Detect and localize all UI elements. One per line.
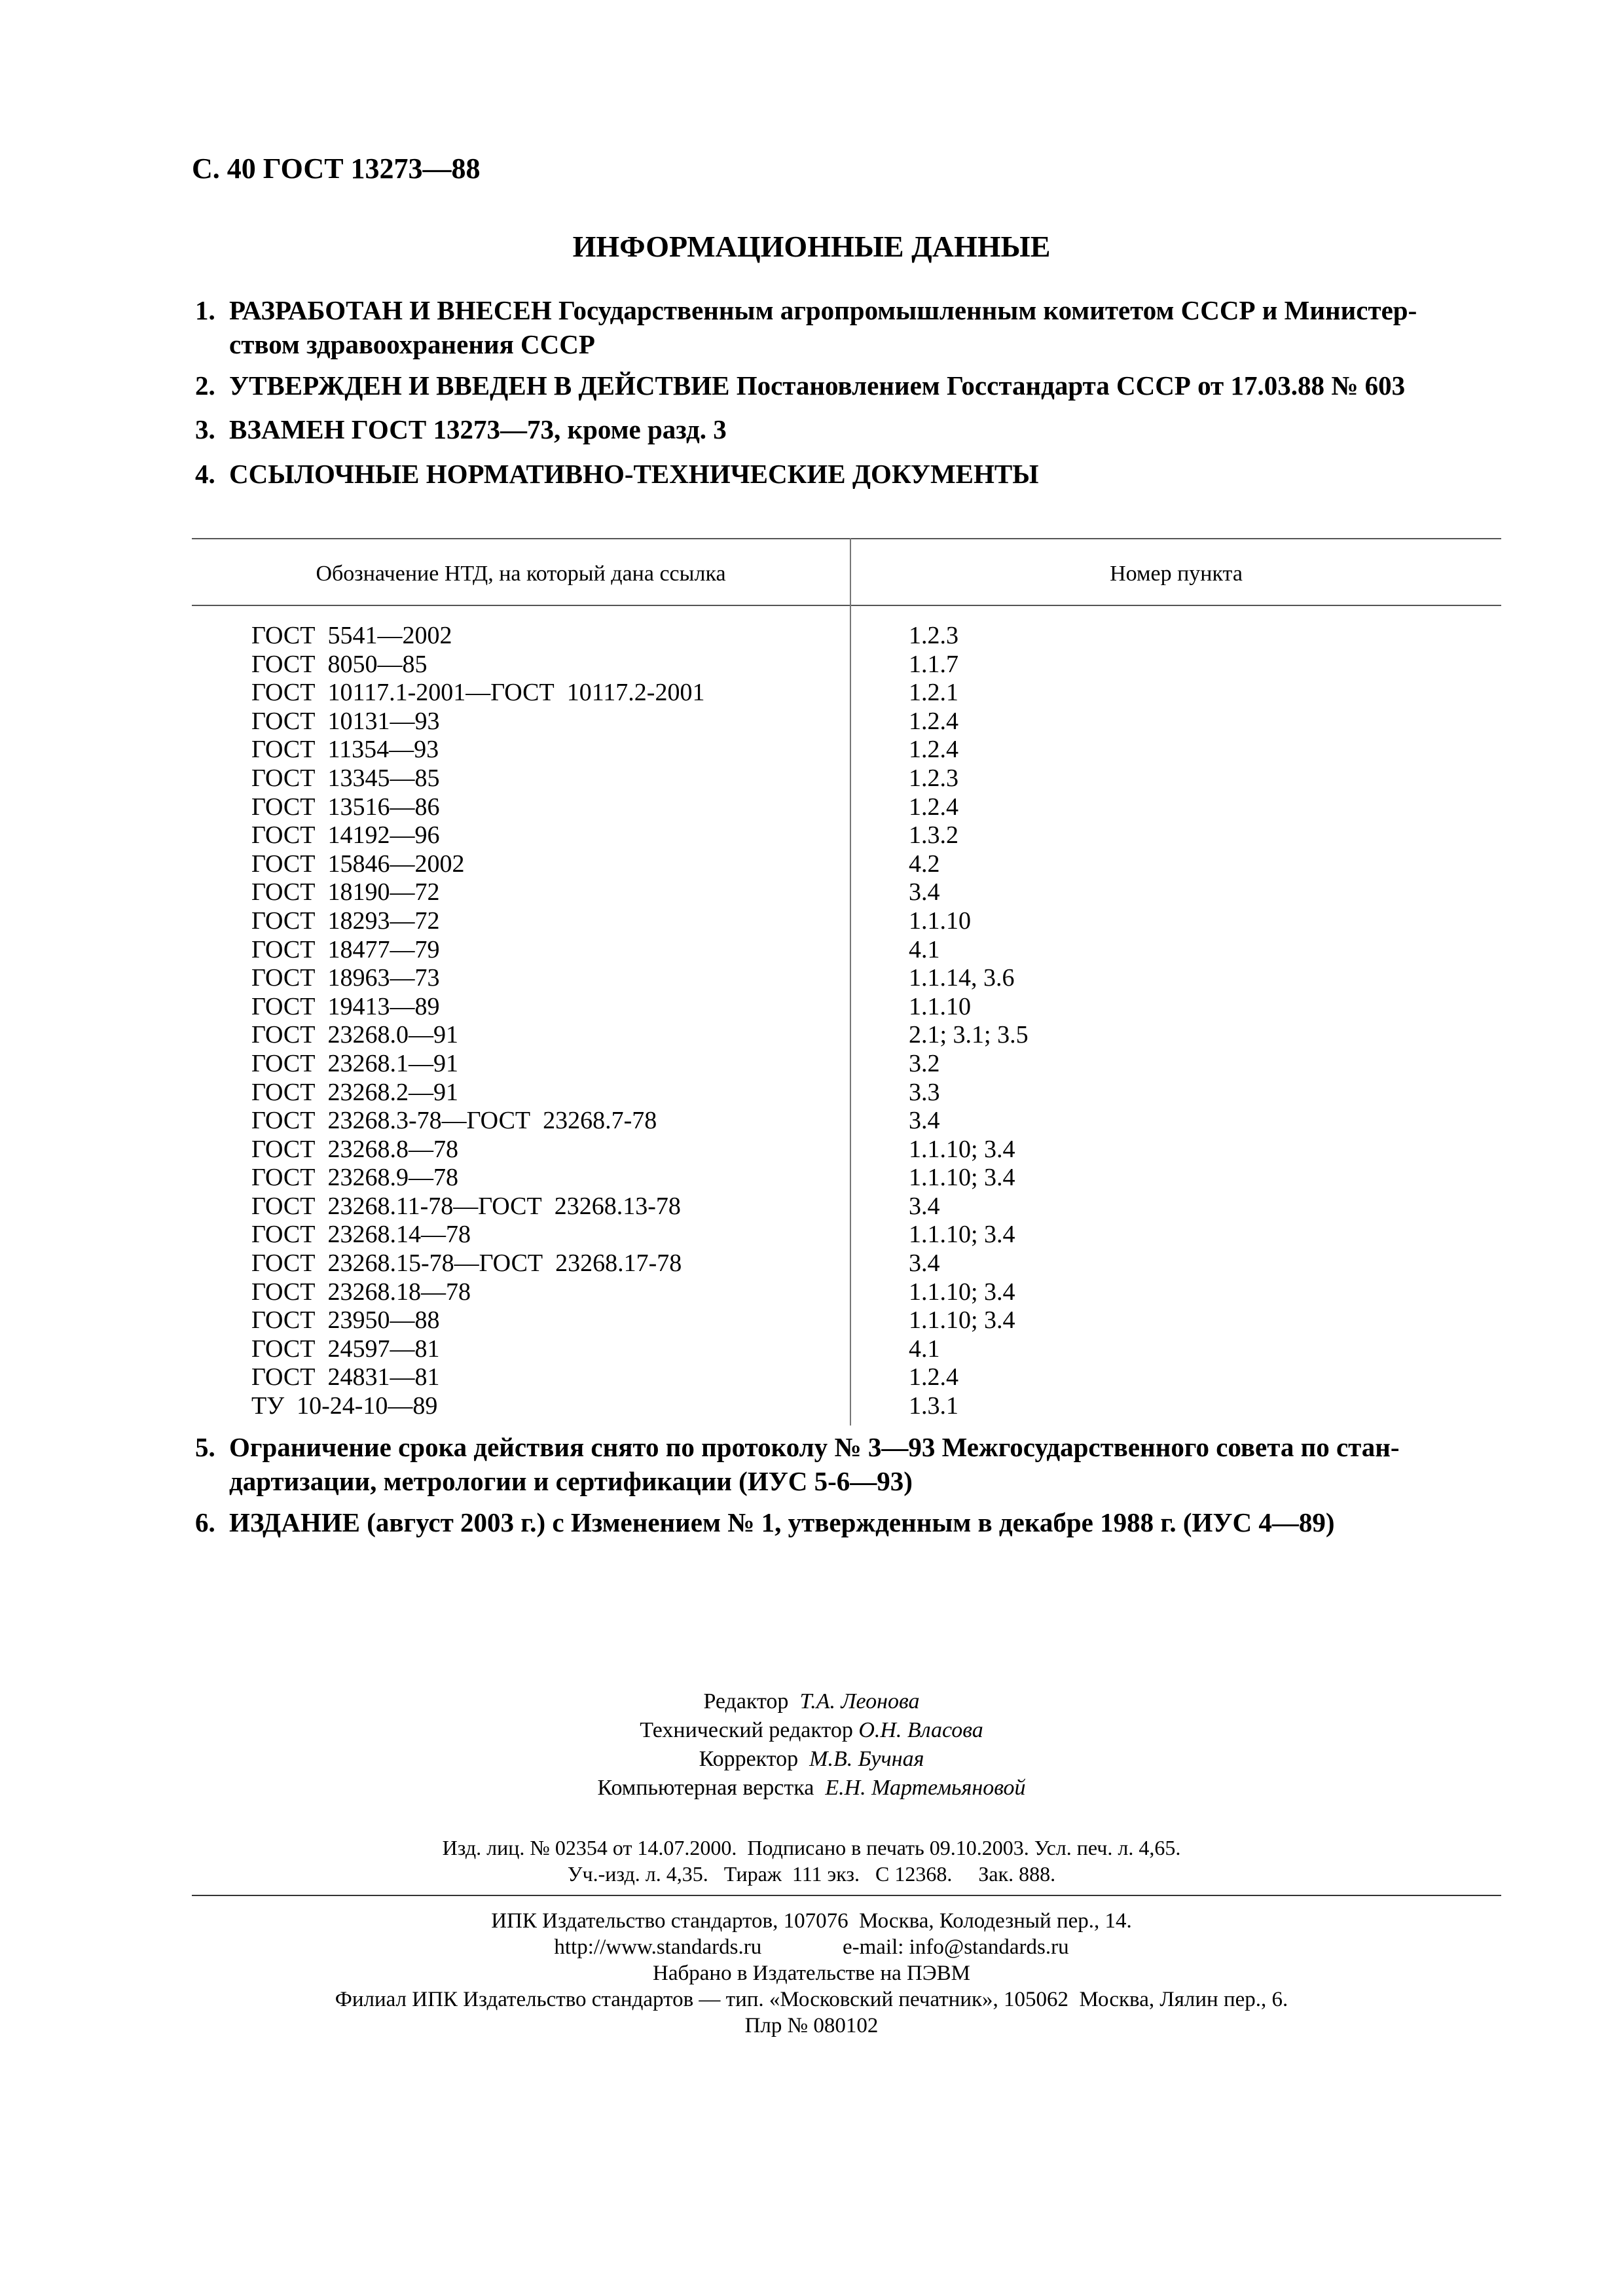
table-cell-clause: 1.1.14, 3.6 — [909, 964, 1015, 992]
item-number: 4. — [195, 459, 215, 489]
table-cell-clause: 3.2 — [909, 1049, 940, 1077]
table-clause-column — [909, 622, 1029, 1421]
credit-role: Корректор — [699, 1747, 799, 1771]
table-cell-designation: ГОСТ 10131—93 — [251, 707, 440, 735]
page-header: С. 40 ГОСТ 13273—88 — [192, 152, 481, 185]
table-column-divider — [850, 538, 851, 1426]
table-cell-clause: 3.4 — [909, 1107, 940, 1135]
footer-line-5: Плр № 080102 — [744, 2014, 879, 2037]
item-lead: ИЗДАНИЕ — [229, 1507, 360, 1537]
table-cell-designation: ГОСТ 23268.1—91 — [251, 1049, 458, 1077]
table-cell-designation: ГОСТ 18477—79 — [251, 935, 440, 963]
table-cell-clause: 1.2.4 — [909, 736, 958, 764]
table-cell-designation: ГОСТ 19413—89 — [251, 992, 440, 1020]
table-cell-clause: 1.1.10; 3.4 — [909, 1306, 1015, 1335]
footer-rule — [192, 1895, 1501, 1896]
item-number: 3. — [195, 414, 215, 444]
item-lead: УТВЕРЖДЕН И ВВЕДЕН В ДЕЙСТВИЕ — [229, 370, 730, 401]
item-text: Государственным агропромышленным комитетом СССР и Министер- — [551, 295, 1417, 325]
footer-line-4: Филиал ИПК Издательство стандартов — тип. «Московский печатник», 105062 Москва, Лялин пер., 6. — [335, 1988, 1288, 2011]
item-text: Постановлением Госстандарта СССР от 17.03.88 № 603 — [729, 370, 1406, 401]
credit-editor — [0, 1687, 1623, 1716]
table-header-clause: Номер пункта — [1110, 562, 1243, 586]
table-cell-designation: ГОСТ 8050—85 — [251, 650, 428, 678]
item-lead: ССЫЛОЧНЫЕ НОРМАТИВНО-ТЕХНИЧЕСКИЕ ДОКУМЕНТЫ — [229, 459, 1039, 489]
table-cell-designation: ГОСТ 23268.0—91 — [251, 1021, 458, 1049]
table-cell-designation: ГОСТ 18963—73 — [251, 964, 440, 992]
page-title: ИНФОРМАЦИОННЫЕ ДАННЫЕ — [572, 230, 1051, 263]
table-cell-clause: 1.2.3 — [909, 622, 958, 649]
table-cell-clause: 1.1.10 — [909, 992, 971, 1020]
table-cell-designation: ГОСТ 23950—88 — [251, 1306, 440, 1335]
table-cell-clause: 2.1; 3.1; 3.5 — [909, 1021, 1029, 1049]
table-cell-designation: ГОСТ 23268.8—78 — [251, 1135, 458, 1163]
imprint-line-1: Изд. лиц. № 02354 от 14.07.2000. Подписано в печать 09.10.2003. Усл. печ. л. 4,65. — [442, 1836, 1181, 1859]
item-number: 1. — [195, 295, 215, 325]
table-cell-designation: ГОСТ 23268.18—78 — [251, 1278, 471, 1306]
table-designation-column — [251, 622, 704, 1421]
credit-role: Компьютерная верстка — [597, 1776, 814, 1800]
table-cell-clause: 1.1.10 — [909, 906, 971, 935]
table-cell-clause: 1.2.4 — [909, 793, 958, 821]
table-cell-designation: ГОСТ 23268.2—91 — [251, 1078, 458, 1106]
table-cell-designation: ГОСТ 18190—72 — [251, 878, 440, 906]
footer-line-3: Набрано в Издательстве на ПЭВМ — [653, 1962, 970, 1985]
item-number: 2. — [195, 370, 215, 401]
credit-name: М.В. Бучная — [809, 1747, 924, 1771]
item-lead: ВЗАМЕН ГОСТ 13273—73, кроме разд. 3 — [229, 414, 727, 444]
credit-layout — [0, 1774, 1623, 1803]
table-header-rule — [192, 605, 1501, 606]
table-cell-clause: 3.4 — [909, 1249, 940, 1278]
item-text: Ограничение срока действия снято по протоколу № 3—93 Межгосударственного совета по стан- — [229, 1432, 1400, 1462]
credit-proofreader — [0, 1745, 1623, 1774]
footer-line-2: http://www.standards.ru e-mail: info@standards.ru — [554, 1935, 1069, 1959]
table-cell-clause: 1.1.10; 3.4 — [909, 1164, 1015, 1192]
table-cell-designation: ТУ 10-24-10—89 — [251, 1392, 438, 1420]
table-cell-designation: ГОСТ 13516—86 — [251, 793, 440, 821]
item-number: 6. — [195, 1507, 215, 1537]
table-cell-designation: ГОСТ 23268.11-78—ГОСТ 23268.13-78 — [251, 1192, 681, 1220]
table-cell-designation: ГОСТ 23268.9—78 — [251, 1164, 458, 1192]
table-cell-designation: ГОСТ 15846—2002 — [251, 850, 465, 878]
table-cell-designation: ГОСТ 23268.15-78—ГОСТ 23268.17-78 — [251, 1249, 682, 1278]
footer-line-1: ИПК Издательство стандартов, 107076 Москва, Колодезный пер., 14. — [491, 1909, 1132, 1933]
table-cell-clause: 1.2.3 — [909, 764, 958, 792]
table-cell-designation: ГОСТ 5541—2002 — [251, 622, 452, 649]
item-continuation: ством здравоохранения СССР — [229, 329, 595, 359]
table-cell-clause: 1.1.10; 3.4 — [909, 1221, 1015, 1249]
item-number: 5. — [195, 1432, 215, 1462]
table-cell-designation: ГОСТ 24831—81 — [251, 1363, 440, 1391]
table-cell-clause: 1.3.2 — [909, 821, 958, 850]
item-text: (август 2003 г.) с Изменением № 1, утвержденным в декабре 1988 г. (ИУС 4—89) — [359, 1507, 1335, 1537]
table-cell-designation: ГОСТ 13345—85 — [251, 764, 440, 792]
table-cell-clause: 1.2.1 — [909, 679, 958, 707]
table-cell-clause: 1.3.1 — [909, 1392, 958, 1420]
table-cell-clause: 4.2 — [909, 850, 940, 878]
table-cell-designation: ГОСТ 18293—72 — [251, 906, 440, 935]
credit-role: Технический редактор — [640, 1718, 853, 1742]
table-cell-clause: 1.2.4 — [909, 1363, 958, 1391]
table-top-rule — [192, 538, 1501, 539]
credit-name: Т.А. Леонова — [799, 1689, 920, 1713]
table-cell-clause: 1.2.4 — [909, 707, 958, 735]
table-cell-clause: 1.1.7 — [909, 650, 958, 678]
imprint-line-2: Уч.-изд. л. 4,35. Тираж 111 экз. С 12368. Зак. 888. — [567, 1862, 1056, 1886]
table-cell-clause: 4.1 — [909, 935, 940, 963]
table-cell-designation: ГОСТ 11354—93 — [251, 736, 439, 764]
credit-name: О.Н. Власова — [858, 1718, 983, 1742]
table-cell-clause: 1.1.10; 3.4 — [909, 1278, 1015, 1306]
table-cell-designation: ГОСТ 14192—96 — [251, 821, 440, 850]
table-cell-clause: 4.1 — [909, 1335, 940, 1363]
table-cell-designation: ГОСТ 23268.14—78 — [251, 1221, 471, 1249]
table-cell-clause: 3.4 — [909, 878, 940, 906]
table-cell-clause: 1.1.10; 3.4 — [909, 1135, 1015, 1163]
table-cell-clause: 3.3 — [909, 1078, 940, 1106]
item-lead: РАЗРАБОТАН И ВНЕСЕН — [229, 295, 552, 325]
table-cell-designation: ГОСТ 24597—81 — [251, 1335, 440, 1363]
item-continuation: дартизации, метрологии и сертификации (ИУС 5-6—93) — [229, 1466, 913, 1496]
table-cell-designation: ГОСТ 23268.3-78—ГОСТ 23268.7-78 — [251, 1107, 657, 1135]
credit-role: Редактор — [703, 1689, 789, 1713]
table-header-designation: Обозначение НТД, на который дана ссылка — [316, 562, 726, 586]
table-cell-designation: ГОСТ 10117.1-2001—ГОСТ 10117.2-2001 — [251, 679, 705, 707]
credit-name: Е.Н. Мартемьяновой — [825, 1776, 1026, 1800]
credit-tech-editor — [0, 1716, 1623, 1745]
table-cell-clause: 3.4 — [909, 1192, 940, 1220]
